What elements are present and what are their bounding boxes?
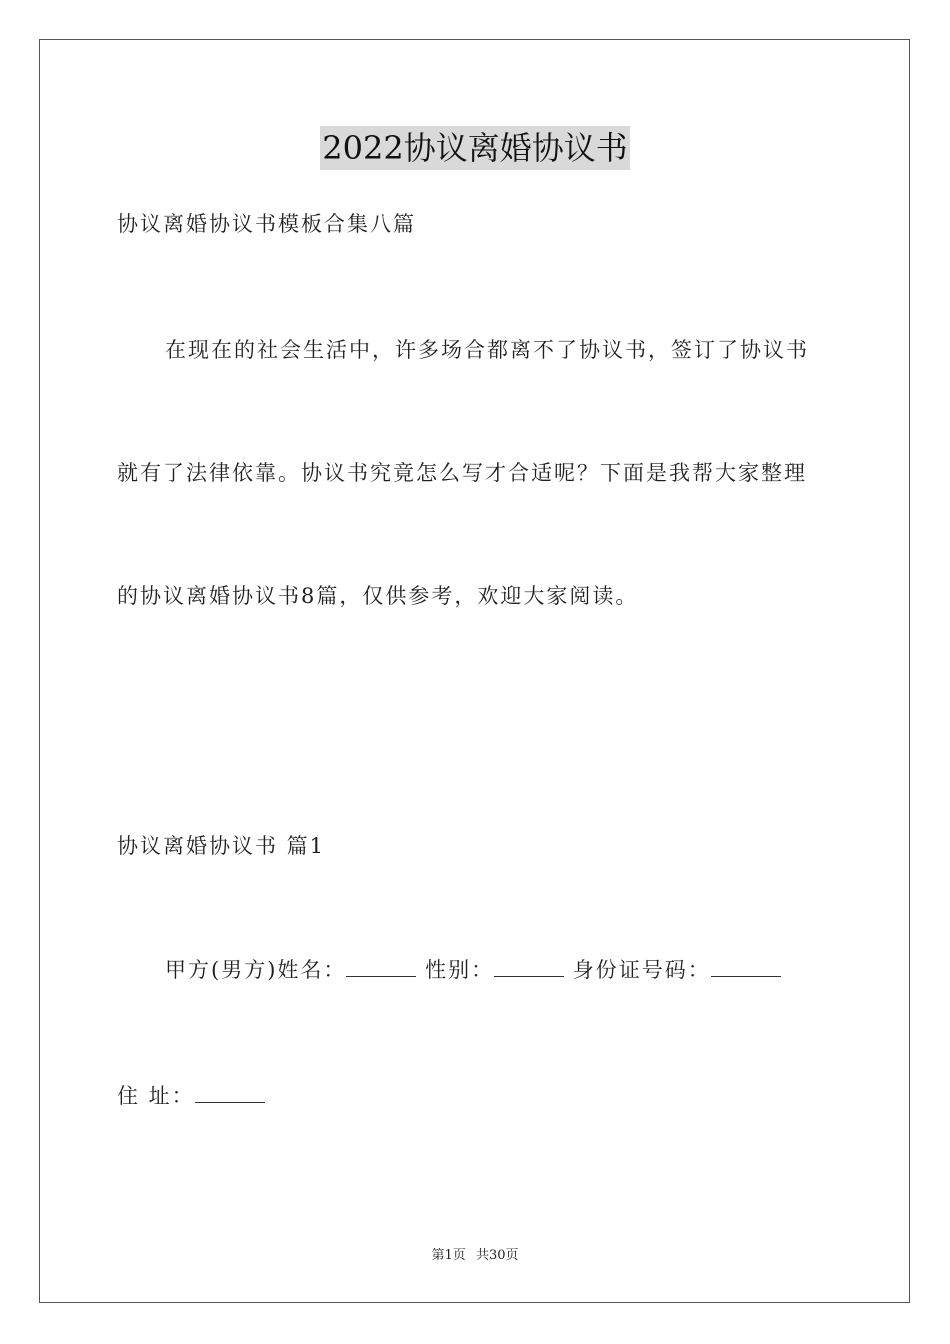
intro-line-3: 的协议离婚协议书8篇，仅供参考，欢迎大家阅读。: [117, 584, 639, 608]
document-title: 2022协议离婚协议书: [320, 126, 629, 170]
intro-line-1: 在现在的社会生活中，许多场合都离不了协议书，签订了协议书: [165, 338, 809, 362]
gender-blank: [494, 956, 564, 977]
gender-label: 性别：: [425, 958, 495, 982]
page-current: 第1页: [431, 1248, 466, 1263]
name-label: 甲方(男方)姓名：: [165, 958, 347, 982]
page-footer: [0, 1247, 950, 1265]
address-blank: [195, 1082, 265, 1103]
page-total: 共30页: [475, 1248, 519, 1263]
intro-line-2: 就有了法律依靠。协议书究竟怎么写才合适呢？下面是我帮大家整理: [117, 461, 807, 485]
name-blank: [346, 956, 416, 977]
title-wrapper: [0, 126, 950, 170]
party-a-info-line: [165, 955, 781, 985]
id-label: 身份证号码：: [572, 958, 711, 982]
document-subtitle: 协议离婚协议书模板合集八篇: [117, 212, 416, 236]
section-heading: 协议离婚协议书 篇1: [117, 834, 326, 858]
address-label: 住 址：: [117, 1084, 195, 1108]
id-blank: [711, 956, 781, 977]
address-line: [117, 1081, 265, 1111]
